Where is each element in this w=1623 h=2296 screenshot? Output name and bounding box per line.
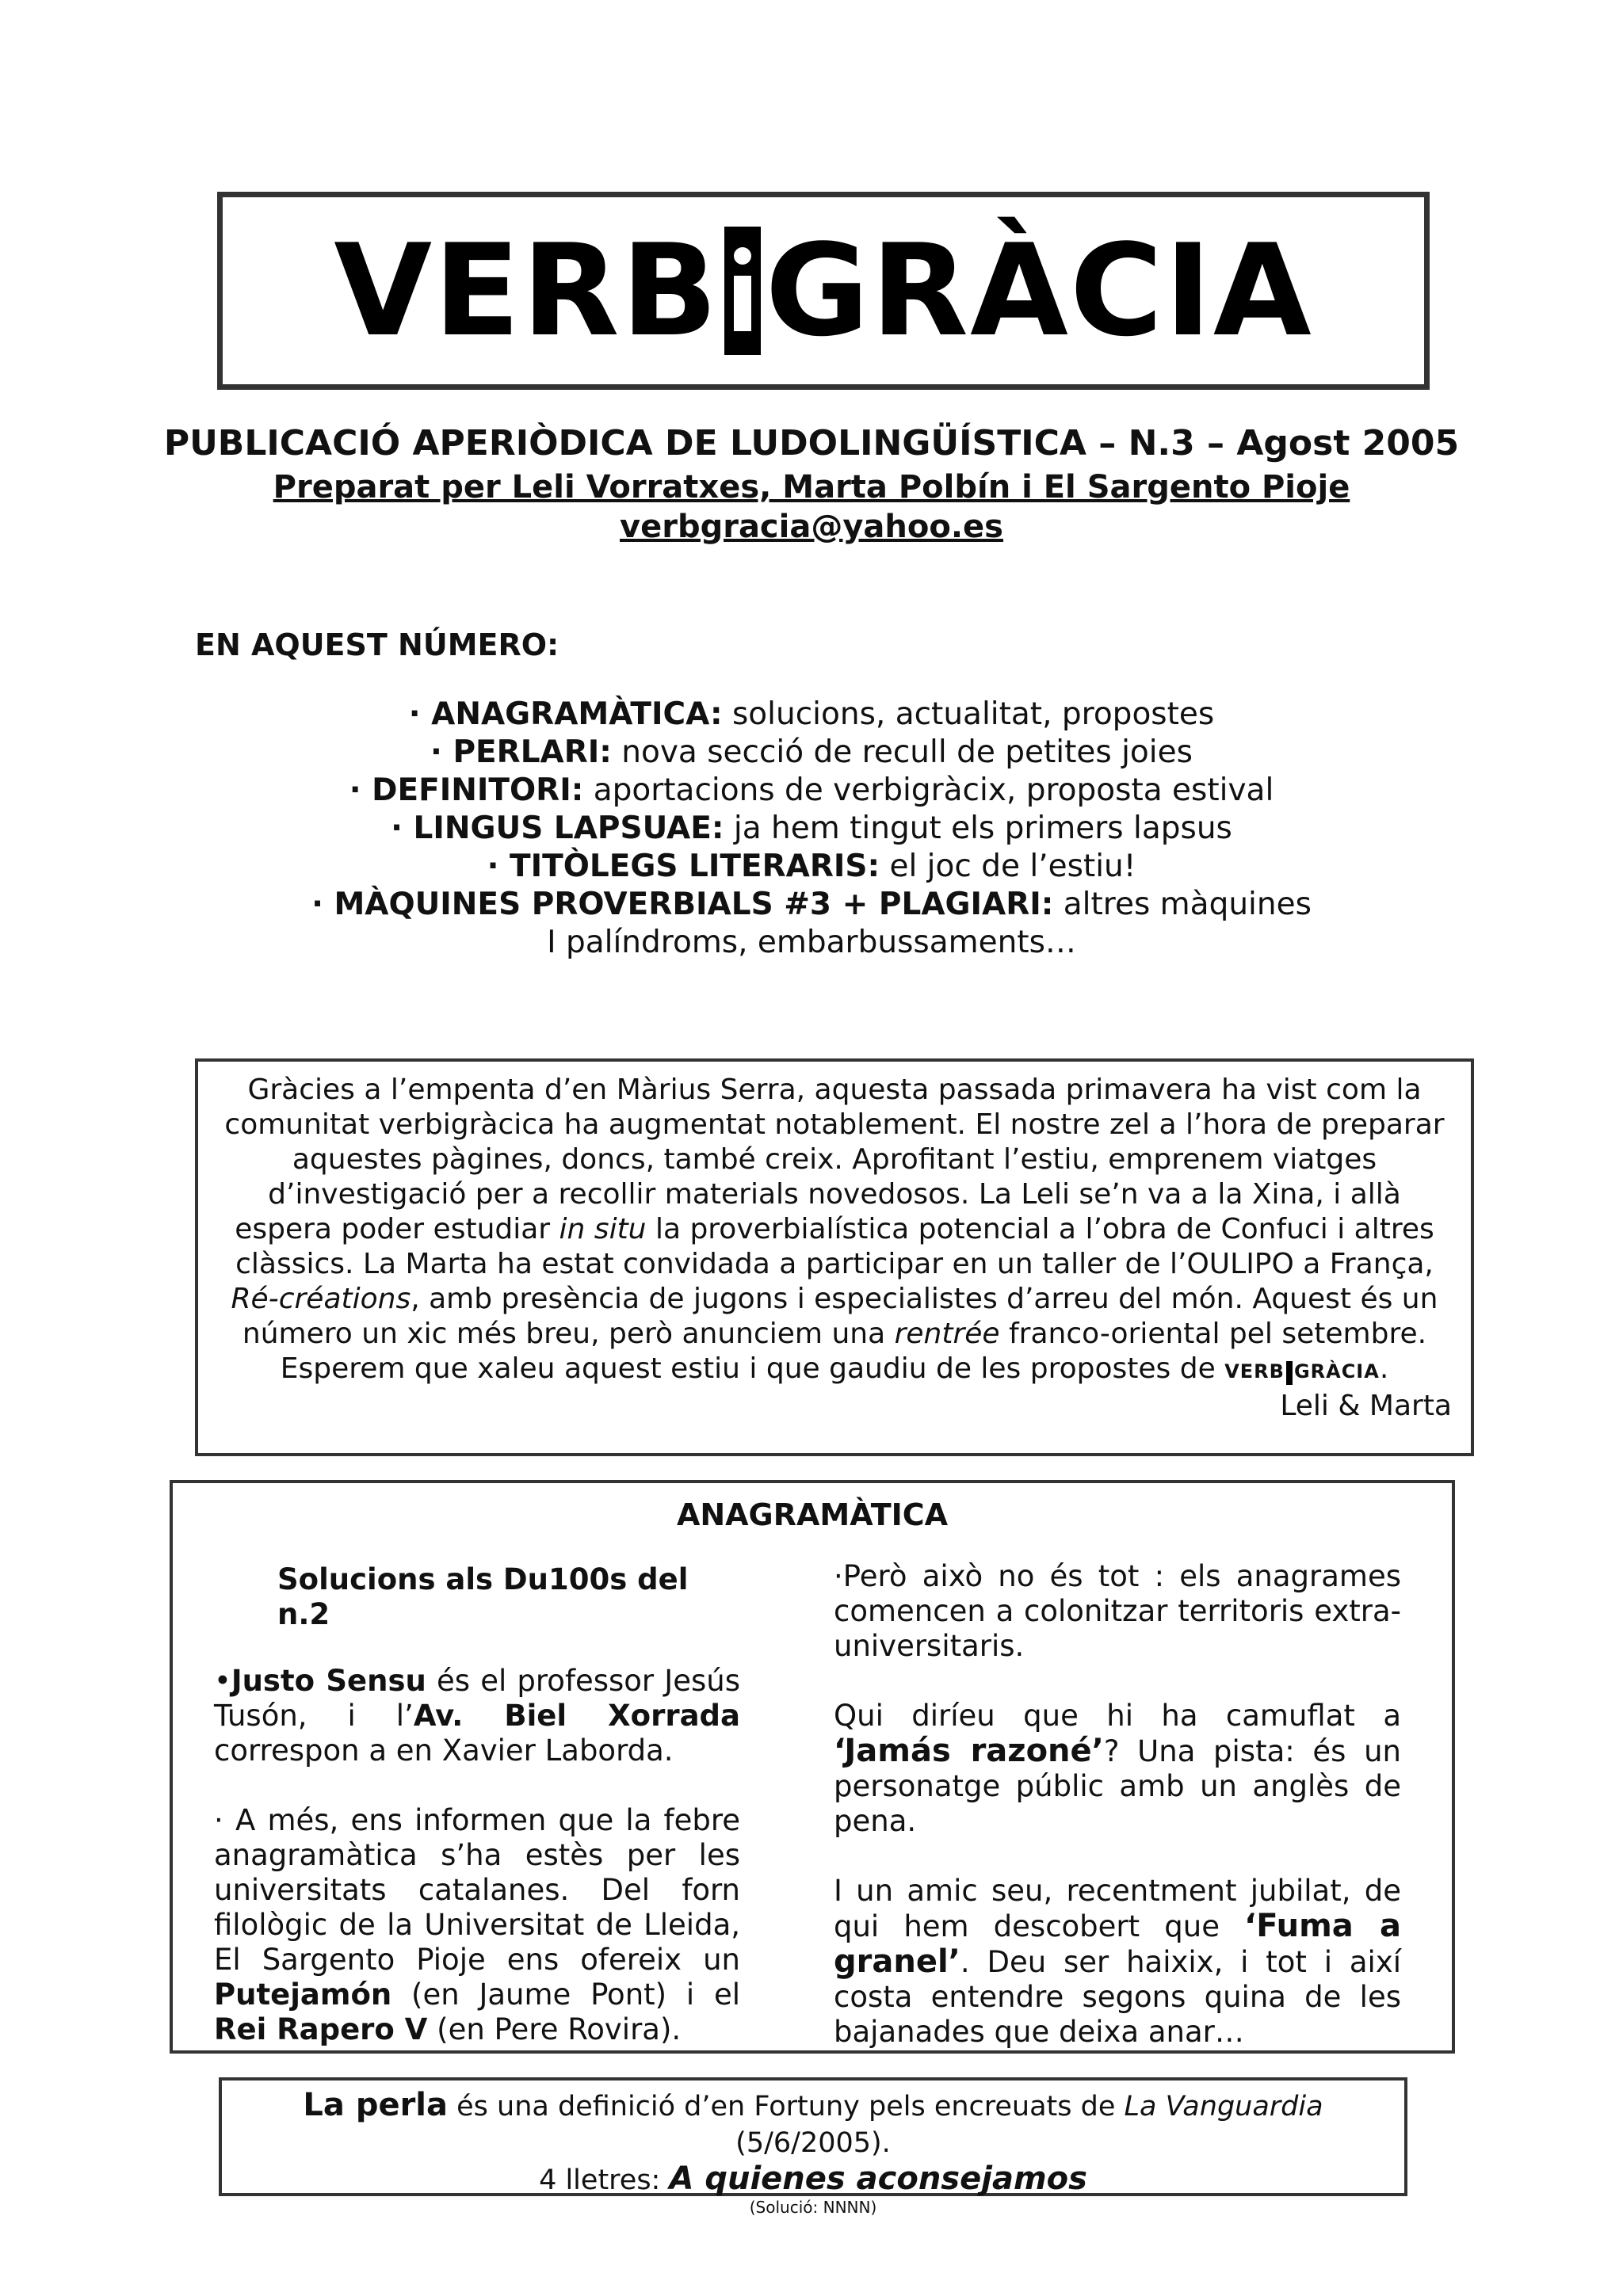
left-column: [214, 1562, 740, 2082]
editorial-signature: Leli & Marta: [1280, 1390, 1452, 1422]
anagramatica-section: [170, 1480, 1455, 2054]
paragraph: ·Però això no és tot : els anagrames comencen a colonitzar territoris extra-universitaris.: [834, 1559, 1401, 1663]
logo-text-right: GRÀCIA: [765, 216, 1313, 364]
perla-clue: 4 lletres: A quienes aconsejamos: [539, 2161, 1087, 2197]
toc-item: · LINGUS LAPSUAE: ja hem tingut els primers lapsus: [391, 810, 1232, 846]
contact-email-link[interactable]: verbgracia@yahoo.es: [620, 509, 1003, 545]
editorial-text: Gràcies a l’empenta d’en Màrius Serra, aquesta passada primavera ha vist com la comunitat verbigràcica ha augmentat notablement. El nostre zel a l’hora de preparar aquestes pàgines, doncs, també creix. Aprofitant l’estiu, emprenem viatges d’investigació per a recollir materials novedosos. La Leli se’n va a la Xina, i allà espera poder estudiar in situ la proverbialística potencial a l’obra de Confuci i altres clàssics. La Marta ha estat convidada a participar en un taller de l’OULIPO a França, Ré-créations, amb presència de jugons i especialistes d’arreu del món. Aquest és un número un xic més breu, però anunciem una rentrée franco-oriental pel setembre. Esperem que xaleu aquest estiu i que gaudiu de les propostes de VERB GRÀCIA .: [217, 1073, 1452, 1389]
perla-description: La perla és una definició d’en Fortuny pels encreuats de La Vanguardia (5/6/2005).: [303, 2087, 1323, 2159]
perla-solution: (Solució: NNNN): [749, 2198, 877, 2217]
paragraph: I un amic seu, recentment jubilat, de qui hem descobert que ‘Fuma a granel’. Deu ser haixix, i tot i així costa entendre segons quina de les bajanades que deixa anar…: [834, 1874, 1401, 2049]
toc-heading: EN AQUEST NÚMERO:: [195, 627, 559, 662]
toc-item: I palíndroms, embarbussaments…: [547, 925, 1076, 960]
verbigracia-logo: [334, 216, 1313, 364]
masthead-frame: [217, 192, 1430, 390]
editorial-box: [195, 1058, 1474, 1456]
toc-item: · TITÒLEGS LITERARIS: el joc de l’estiu!: [487, 849, 1136, 884]
section-title: ANAGRAMÀTICA: [676, 1497, 949, 1532]
publication-credits: Preparat per Leli Vorratxes, Marta Polbín i El Sargento Pioje: [273, 469, 1350, 505]
inline-logo: VERB GRÀCIA: [1224, 1354, 1380, 1389]
toc-item: · PERLARI: nova secció de recull de petites joies: [430, 734, 1193, 770]
publication-subtitle: PUBLICACIÓ APERIÒDICA DE LUDOLINGÜÍSTICA – N.3 – Agost 2005: [163, 423, 1460, 463]
paragraph: Qui diríeu que hi ha camuflat a ‘Jamás razoné’? Una pista: és un personatge públic amb un anglès de pena.: [834, 1699, 1401, 1838]
perla-box: [219, 2077, 1407, 2217]
toc-item: · ANAGRAMÀTICA: solucions, actualitat, propostes: [408, 696, 1215, 732]
paragraph: •Justo Sensu és el professor Jesús Tusón, i l’Av. Biel Xorrada correspon a en Xavier Laborda.: [214, 1664, 741, 1768]
right-column: [834, 1559, 1401, 2084]
toc-item: · MÀQUINES PROVERBIALS #3 + PLAGIARI: altres màquines: [311, 887, 1312, 922]
toc-item: · DEFINITORI: aportacions de verbigràcix, proposta estival: [349, 772, 1274, 808]
logo-i-mark: [724, 227, 761, 355]
logo-text-left: VERB: [334, 216, 720, 364]
column-subtitle: Solucions als Du100s del n.2: [277, 1562, 689, 1631]
paragraph: · A més, ens informen que la febre anagramàtica s’ha estès per les universitats catalanes. Del forn filològic de la Universitat de Lleida, El Sargento Pioje ens ofereix un Putejamón (en Jaume Pont) i el Rei Rapero V (en Pere Rovira).: [214, 1803, 740, 2046]
toc-list: [0, 696, 1623, 962]
